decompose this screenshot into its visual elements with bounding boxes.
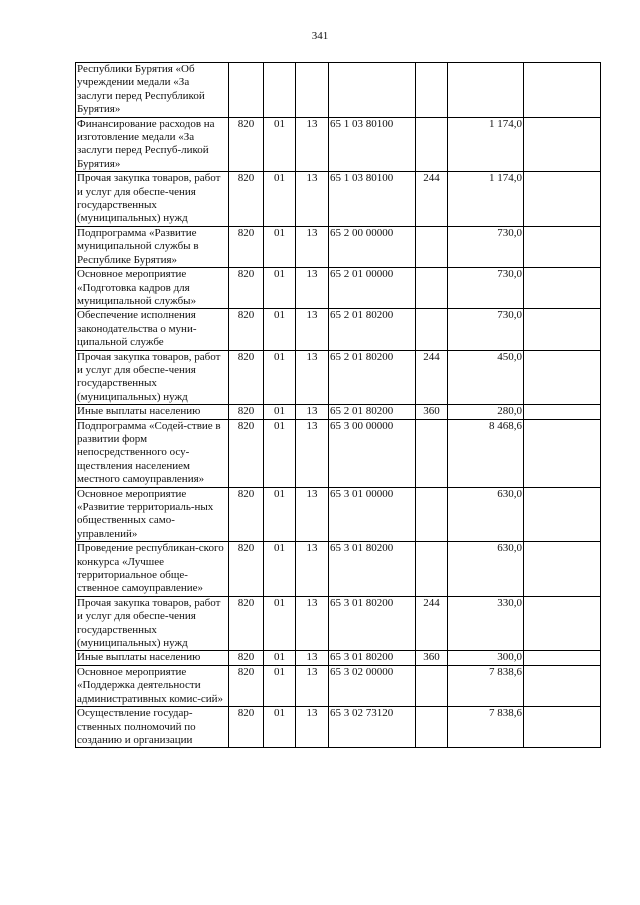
subsection-code-cell: 13 xyxy=(296,172,329,227)
amount-cell: 450,0 xyxy=(448,350,524,405)
target-article-code-cell: 65 2 01 80200 xyxy=(329,405,416,419)
expense-type-code-cell: 360 xyxy=(416,405,448,419)
expense-type-code-cell xyxy=(416,117,448,172)
expense-type-code-cell xyxy=(416,487,448,542)
section-code-cell: 01 xyxy=(264,226,296,267)
section-code-cell: 01 xyxy=(264,309,296,350)
table-row xyxy=(76,350,601,405)
table-row xyxy=(76,172,601,227)
ministry-code-cell: 820 xyxy=(229,350,264,405)
table-row xyxy=(76,419,601,487)
expense-type-code-cell xyxy=(416,542,448,597)
target-article-code-cell: 65 3 02 00000 xyxy=(329,665,416,706)
expense-type-code-cell xyxy=(416,63,448,118)
subsection-code-cell: 13 xyxy=(296,487,329,542)
table-row xyxy=(76,596,601,651)
budget-item-name-cell: Подпрограмма «Развитие муниципальной службы в Республике Бурятия» xyxy=(76,226,229,267)
extra-column-cell xyxy=(524,226,601,267)
ministry-code-cell: 820 xyxy=(229,419,264,487)
ministry-code-cell: 820 xyxy=(229,226,264,267)
subsection-code-cell: 13 xyxy=(296,350,329,405)
ministry-code-cell: 820 xyxy=(229,405,264,419)
section-code-cell: 01 xyxy=(264,117,296,172)
section-code-cell: 01 xyxy=(264,665,296,706)
section-code-cell: 01 xyxy=(264,405,296,419)
budget-item-name-cell: Прочая закупка товаров, работ и услуг для обеспе-чения государственных (муниципальных) нужд xyxy=(76,350,229,405)
page-number: 341 xyxy=(311,30,329,42)
budget-item-name-cell: Основное мероприятие «Подготовка кадров для муниципальной службы» xyxy=(76,268,229,309)
budget-item-name-cell: Основное мероприятие «Поддержка деятельности административных комис-сий» xyxy=(76,665,229,706)
ministry-code-cell: 820 xyxy=(229,268,264,309)
amount-cell: 630,0 xyxy=(448,542,524,597)
subsection-code-cell: 13 xyxy=(296,226,329,267)
budget-item-name-cell: Финансирование расходов на изготовление медали «За заслуги перед Респуб-ликой Бурятия» xyxy=(76,117,229,172)
budget-item-name-cell: Осуществление государ-ственных полномочий по созданию и организации xyxy=(76,707,229,748)
subsection-code-cell: 13 xyxy=(296,268,329,309)
subsection-code-cell xyxy=(296,63,329,118)
table-row xyxy=(76,63,601,118)
expense-type-code-cell xyxy=(416,665,448,706)
extra-column-cell xyxy=(524,172,601,227)
ministry-code-cell: 820 xyxy=(229,596,264,651)
subsection-code-cell: 13 xyxy=(296,707,329,748)
budget-item-name-cell: Подпрограмма «Содей-ствие в развитии форм непосредственного осу-ществления населением местного самоуправления» xyxy=(76,419,229,487)
expense-type-code-cell xyxy=(416,268,448,309)
subsection-code-cell: 13 xyxy=(296,596,329,651)
extra-column-cell xyxy=(524,542,601,597)
extra-column-cell xyxy=(524,63,601,118)
section-code-cell: 01 xyxy=(264,350,296,405)
budget-table xyxy=(75,62,601,748)
ministry-code-cell: 820 xyxy=(229,117,264,172)
extra-column-cell xyxy=(524,596,601,651)
table-row xyxy=(76,309,601,350)
amount-cell: 730,0 xyxy=(448,309,524,350)
target-article-code-cell: 65 3 01 80200 xyxy=(329,596,416,651)
ministry-code-cell: 820 xyxy=(229,651,264,665)
section-code-cell: 01 xyxy=(264,268,296,309)
target-article-code-cell: 65 2 00 00000 xyxy=(329,226,416,267)
ministry-code-cell xyxy=(229,63,264,118)
amount-cell: 330,0 xyxy=(448,596,524,651)
table-row xyxy=(76,707,601,748)
target-article-code-cell: 65 1 03 80100 xyxy=(329,117,416,172)
target-article-code-cell: 65 3 01 00000 xyxy=(329,487,416,542)
subsection-code-cell: 13 xyxy=(296,117,329,172)
table-row xyxy=(76,665,601,706)
budget-item-name-cell: Основное мероприятие «Развитие территориаль-ных общественных само-управлений» xyxy=(76,487,229,542)
amount-cell: 8 468,6 xyxy=(448,419,524,487)
subsection-code-cell: 13 xyxy=(296,542,329,597)
subsection-code-cell: 13 xyxy=(296,419,329,487)
budget-table-body xyxy=(76,63,601,748)
target-article-code-cell: 65 3 02 73120 xyxy=(329,707,416,748)
section-code-cell: 01 xyxy=(264,707,296,748)
budget-item-name-cell: Прочая закупка товаров, работ и услуг для обеспе-чения государственных (муниципальных) нужд xyxy=(76,172,229,227)
budget-item-name-cell: Проведение республикан-ского конкурса «Лучшее территориальное обще-ственное самоуправление» xyxy=(76,542,229,597)
extra-column-cell xyxy=(524,268,601,309)
extra-column-cell xyxy=(524,117,601,172)
expense-type-code-cell: 244 xyxy=(416,350,448,405)
budget-item-name-cell: Прочая закупка товаров, работ и услуг для обеспе-чения государственных (муниципальных) нужд xyxy=(76,596,229,651)
subsection-code-cell: 13 xyxy=(296,405,329,419)
expense-type-code-cell xyxy=(416,309,448,350)
expense-type-code-cell xyxy=(416,707,448,748)
extra-column-cell xyxy=(524,651,601,665)
amount-cell: 7 838,6 xyxy=(448,707,524,748)
amount-cell xyxy=(448,63,524,118)
ministry-code-cell: 820 xyxy=(229,707,264,748)
budget-item-name-cell: Иные выплаты населению xyxy=(76,651,229,665)
amount-cell: 1 174,0 xyxy=(448,172,524,227)
budget-item-name-cell: Обеспечение исполнения законодательства о муни-ципальной службе xyxy=(76,309,229,350)
amount-cell: 730,0 xyxy=(448,268,524,309)
table-row xyxy=(76,226,601,267)
section-code-cell: 01 xyxy=(264,172,296,227)
extra-column-cell xyxy=(524,405,601,419)
subsection-code-cell: 13 xyxy=(296,309,329,350)
table-row xyxy=(76,268,601,309)
target-article-code-cell: 65 2 01 80200 xyxy=(329,350,416,405)
extra-column-cell xyxy=(524,487,601,542)
expense-type-code-cell: 360 xyxy=(416,651,448,665)
amount-cell: 300,0 xyxy=(448,651,524,665)
section-code-cell: 01 xyxy=(264,419,296,487)
target-article-code-cell: 65 3 00 00000 xyxy=(329,419,416,487)
amount-cell: 630,0 xyxy=(448,487,524,542)
section-code-cell xyxy=(264,63,296,118)
subsection-code-cell: 13 xyxy=(296,665,329,706)
section-code-cell: 01 xyxy=(264,487,296,542)
target-article-code-cell: 65 3 01 80200 xyxy=(329,651,416,665)
section-code-cell: 01 xyxy=(264,596,296,651)
target-article-code-cell: 65 1 03 80100 xyxy=(329,172,416,227)
budget-item-name-cell: Республики Бурятия «Об учреждении медали «За заслуги перед Республикой Бурятия» xyxy=(76,63,229,118)
table-row xyxy=(76,651,601,665)
expense-type-code-cell xyxy=(416,419,448,487)
expense-type-code-cell xyxy=(416,226,448,267)
section-code-cell: 01 xyxy=(264,651,296,665)
table-row xyxy=(76,542,601,597)
ministry-code-cell: 820 xyxy=(229,665,264,706)
table-row xyxy=(76,405,601,419)
amount-cell: 7 838,6 xyxy=(448,665,524,706)
extra-column-cell xyxy=(524,419,601,487)
extra-column-cell xyxy=(524,707,601,748)
ministry-code-cell: 820 xyxy=(229,542,264,597)
section-code-cell: 01 xyxy=(264,542,296,597)
extra-column-cell xyxy=(524,665,601,706)
ministry-code-cell: 820 xyxy=(229,309,264,350)
target-article-code-cell: 65 2 01 80200 xyxy=(329,309,416,350)
budget-item-name-cell: Иные выплаты населению xyxy=(76,405,229,419)
subsection-code-cell: 13 xyxy=(296,651,329,665)
target-article-code-cell: 65 3 01 80200 xyxy=(329,542,416,597)
extra-column-cell xyxy=(524,350,601,405)
amount-cell: 1 174,0 xyxy=(448,117,524,172)
target-article-code-cell xyxy=(329,63,416,118)
table-row xyxy=(76,117,601,172)
ministry-code-cell: 820 xyxy=(229,487,264,542)
target-article-code-cell: 65 2 01 00000 xyxy=(329,268,416,309)
amount-cell: 730,0 xyxy=(448,226,524,267)
ministry-code-cell: 820 xyxy=(229,172,264,227)
expense-type-code-cell: 244 xyxy=(416,172,448,227)
amount-cell: 280,0 xyxy=(448,405,524,419)
extra-column-cell xyxy=(524,309,601,350)
expense-type-code-cell: 244 xyxy=(416,596,448,651)
table-row xyxy=(76,487,601,542)
